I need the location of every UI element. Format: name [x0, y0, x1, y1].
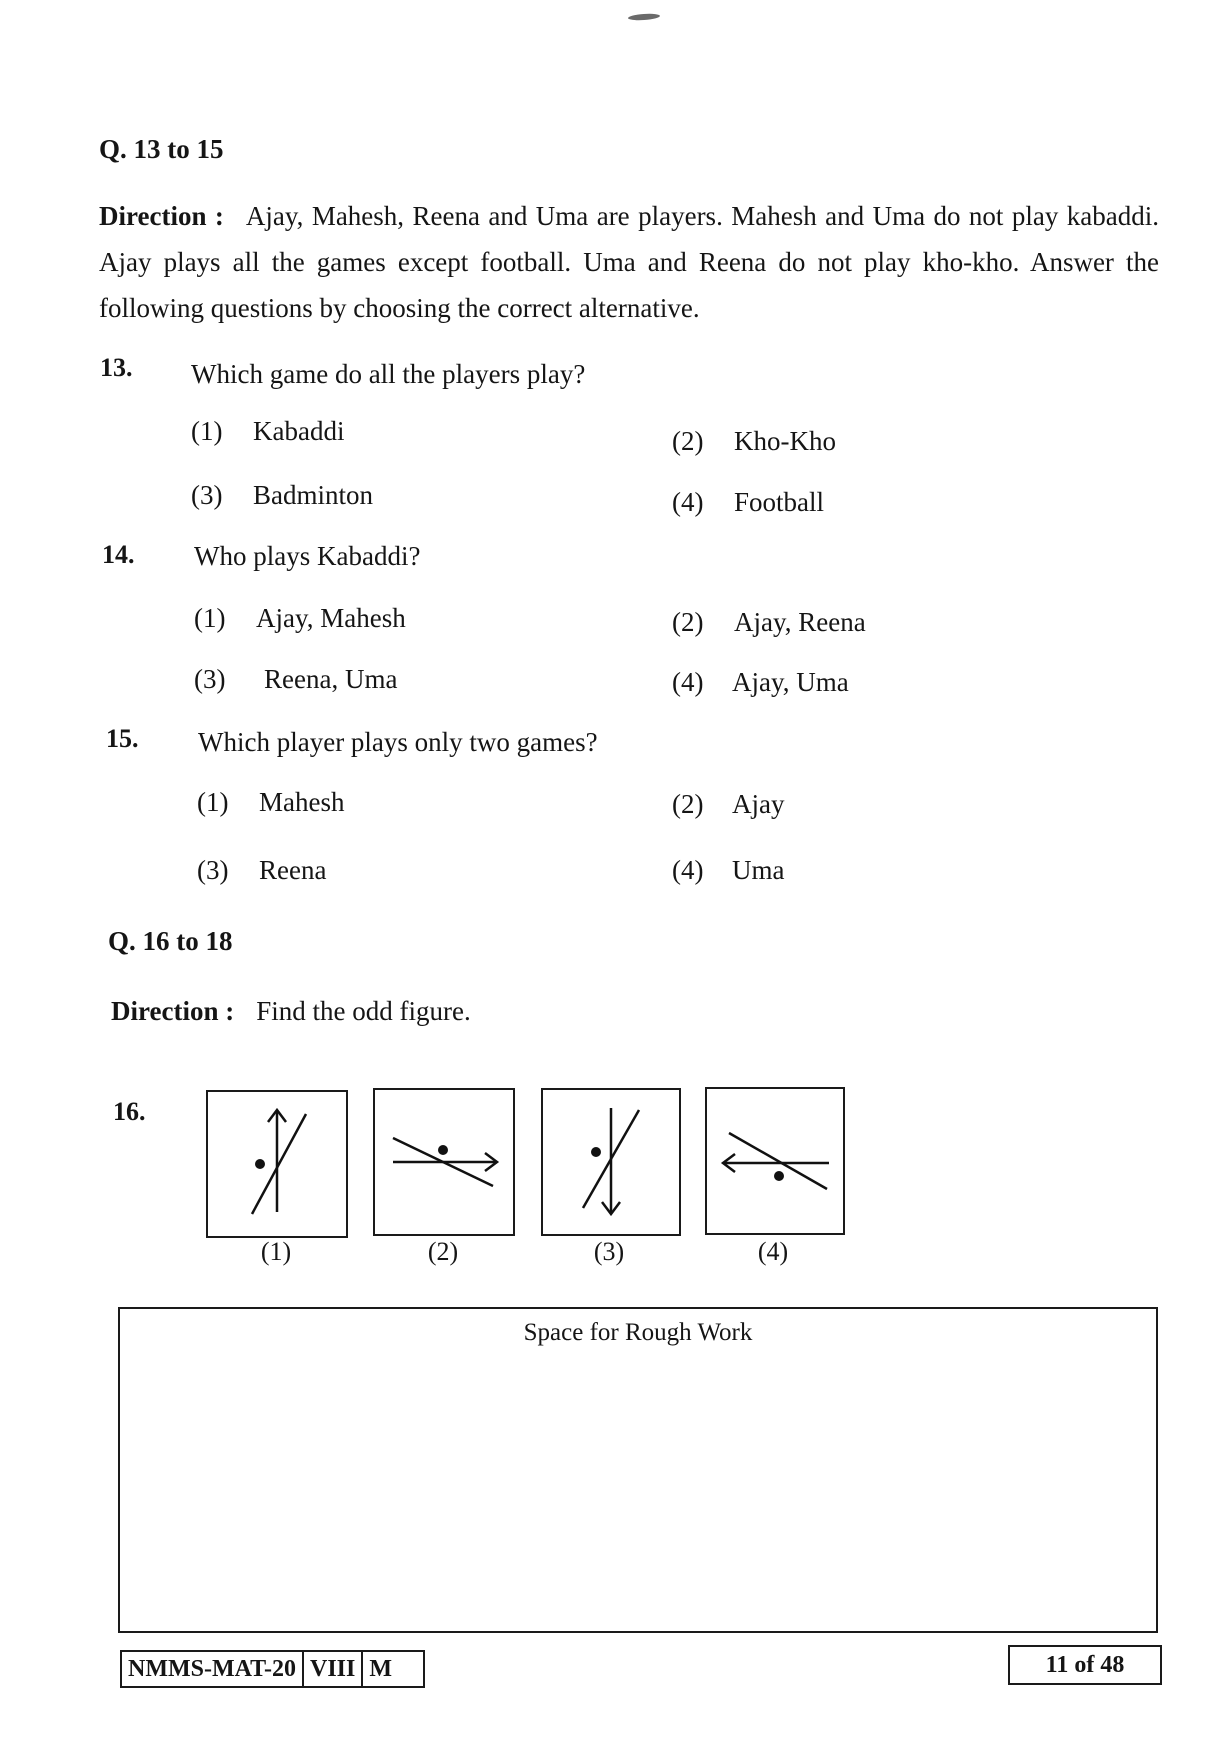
- option-13-4[interactable]: [672, 487, 824, 518]
- figure-2-drawing: [375, 1090, 513, 1234]
- option-number: (2): [672, 607, 704, 637]
- figure-3-dot: [591, 1147, 601, 1157]
- option-text: Ajay, Mahesh: [256, 603, 406, 633]
- option-13-2[interactable]: [672, 426, 836, 457]
- footer-page-number: 11 of 48: [1008, 1645, 1162, 1685]
- direction-q16-18: [111, 996, 471, 1027]
- direction-label: Direction :: [111, 996, 235, 1026]
- option-14-4[interactable]: [672, 667, 849, 698]
- figure-2[interactable]: [373, 1088, 515, 1236]
- figure-label-1: (1): [260, 1237, 292, 1266]
- option-13-1[interactable]: [191, 416, 344, 447]
- option-text: Ajay: [732, 789, 785, 819]
- option-15-2[interactable]: [672, 789, 784, 820]
- option-number: (4): [672, 487, 704, 517]
- option-14-3[interactable]: [194, 664, 397, 695]
- rough-work-title: Space for Rough Work: [523, 1319, 753, 1346]
- figure-label-3: (3): [593, 1237, 625, 1266]
- figure-4-drawing: [707, 1089, 843, 1233]
- option-text: Ajay, Uma: [732, 667, 849, 697]
- figure-label-2: (2): [427, 1237, 459, 1266]
- option-15-1[interactable]: [197, 787, 344, 818]
- option-number: (2): [672, 426, 704, 456]
- direction-label: Direction :: [99, 201, 224, 231]
- question-number-13: 13.: [100, 353, 133, 382]
- figure-4[interactable]: [705, 1087, 845, 1235]
- option-number: (1): [191, 416, 223, 446]
- option-13-3[interactable]: [191, 480, 373, 511]
- question-number-15: 15.: [106, 724, 139, 753]
- figure-3[interactable]: [541, 1088, 681, 1236]
- option-number: (4): [672, 855, 704, 885]
- option-14-2[interactable]: [672, 607, 866, 638]
- option-number: (1): [194, 603, 226, 633]
- direction-q13-15: [99, 193, 1159, 331]
- option-text: Football: [734, 487, 825, 517]
- footer-class: VIII: [304, 1652, 363, 1686]
- option-text: Reena: [259, 855, 327, 885]
- figure-3-drawing: [543, 1090, 679, 1234]
- figure-1[interactable]: [206, 1090, 348, 1238]
- option-15-3[interactable]: [197, 855, 326, 886]
- figure-4-dot: [774, 1171, 784, 1181]
- option-number: (3): [191, 480, 223, 510]
- question-text-15: Which player plays only two games?: [198, 727, 598, 757]
- option-number: (3): [197, 855, 229, 885]
- option-text: Kabaddi: [253, 416, 345, 446]
- option-text: Kho-Kho: [734, 426, 836, 456]
- question-text-14: Who plays Kabaddi?: [194, 541, 421, 571]
- direction-text: Find the odd figure.: [256, 996, 471, 1026]
- figure-2-dot: [438, 1145, 448, 1155]
- section-heading-q13-15: Q. 13 to 15: [99, 134, 224, 164]
- option-text: Badminton: [253, 480, 373, 510]
- figure-label-4: (4): [757, 1237, 789, 1266]
- option-14-1[interactable]: [194, 603, 406, 634]
- option-text: Uma: [732, 855, 785, 885]
- footer-code: NMMS-MAT-20: [122, 1652, 304, 1686]
- option-number: (4): [672, 667, 704, 697]
- rough-work-box[interactable]: [118, 1307, 1158, 1633]
- option-text: Mahesh: [259, 787, 345, 817]
- direction-text: Ajay, Mahesh, Reena and Uma are players. Mahesh and Uma do not play kabaddi. Ajay plays all the games except football. Uma and Reena do not play kho-kho. Answer the following questions by choosing the correct alternative.: [99, 201, 1159, 323]
- option-text: Reena, Uma: [264, 664, 398, 694]
- question-text-13: Which game do all the players play?: [191, 359, 586, 389]
- option-15-4[interactable]: [672, 855, 784, 886]
- option-number: (3): [194, 664, 226, 694]
- section-heading-q16-18: Q. 16 to 18: [108, 926, 233, 956]
- option-text: Ajay, Reena: [734, 607, 866, 637]
- question-number-14: 14.: [102, 540, 135, 569]
- question-number-16: 16.: [113, 1097, 146, 1126]
- footer-medium: M: [369, 1656, 392, 1682]
- figure-1-dot: [255, 1159, 265, 1169]
- figure-1-drawing: [208, 1092, 346, 1236]
- footer-exam-code: [120, 1650, 425, 1688]
- option-number: (2): [672, 789, 704, 819]
- option-number: (1): [197, 787, 229, 817]
- scan-mark: [628, 13, 660, 21]
